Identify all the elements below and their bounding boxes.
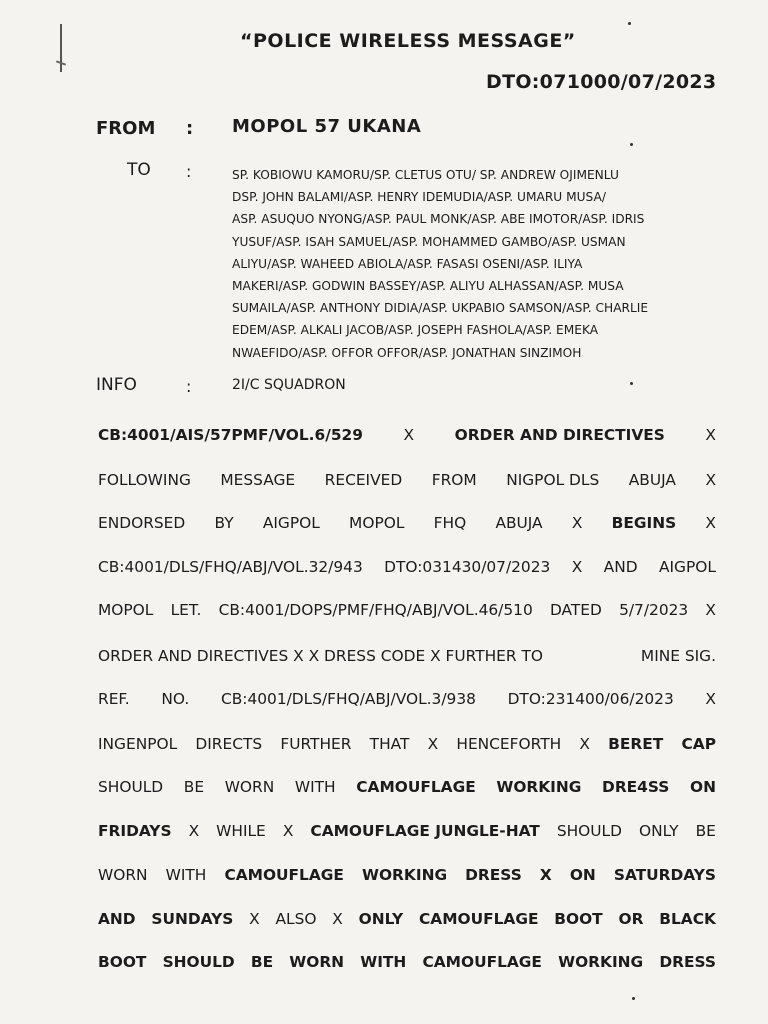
document-title: “POLICE WIRELESS MESSAGE” <box>240 30 576 52</box>
document-dto: DTO:071000/07/2023 <box>486 71 717 93</box>
message-word: ORDER AND DIRECTIVES <box>454 426 665 444</box>
message-word: CAMOUFLAGE <box>356 778 476 796</box>
recipient-line: ASP. ASUQUO NYONG/ASP. PAUL MONK/ASP. ABE IMOTOR/ASP. IDRIS <box>232 212 645 227</box>
message-word: MESSAGE <box>220 471 296 489</box>
message-word: DTO:231400/06/2023 <box>507 690 674 708</box>
message-word: CAMOUFLAGE <box>224 866 344 884</box>
message-line <box>98 558 716 576</box>
from-label: FROM <box>96 118 156 139</box>
recipient-line: ALIYU/ASP. WAHEED ABIOLA/ASP. FASASI OSENI/ASP. ILIYA <box>232 256 583 271</box>
message-line <box>98 514 716 532</box>
message-word: ABUJA <box>628 471 676 489</box>
message-word: FHQ <box>433 514 467 532</box>
message-word: DRESS <box>465 866 522 884</box>
message-word: ONLY <box>639 822 679 840</box>
message-word: DIRECTS <box>195 735 263 753</box>
message-line <box>98 647 716 665</box>
message-word: BERET <box>608 735 664 753</box>
message-word: X <box>249 910 260 928</box>
message-word: WHILE <box>216 822 266 840</box>
speck <box>630 143 633 146</box>
message-word: CAMOUFLAGE <box>418 910 539 928</box>
message-word: CAP <box>681 735 716 753</box>
info-colon: : <box>186 377 192 396</box>
message-word: MOPOL <box>98 601 154 619</box>
speck <box>628 22 631 25</box>
to-label: TO <box>127 160 151 180</box>
message-word: INGENPOL <box>98 735 178 753</box>
message-word: ABUJA <box>495 514 543 532</box>
message-word: THAT <box>369 735 410 753</box>
message-word: CAMOUFLAGE JUNGLE-HAT <box>310 822 540 840</box>
message-word: BE <box>183 778 205 796</box>
message-word: REF. <box>98 690 130 708</box>
message-word: ALSO <box>275 910 317 928</box>
message-word: BY <box>214 514 234 532</box>
message-word: X <box>571 514 583 532</box>
message-word: WORKING <box>558 953 644 971</box>
speck <box>632 997 635 1000</box>
message-word: LET. <box>170 601 202 619</box>
message-word: X <box>705 690 716 708</box>
message-word: SUNDAYS <box>151 910 234 928</box>
message-word: SHOULD <box>98 778 164 796</box>
message-word: WORN <box>224 778 275 796</box>
message-line <box>98 471 716 489</box>
recipient-list <box>232 164 732 364</box>
message-word: RECEIVED <box>324 471 403 489</box>
info-value: 2I/C SQUADRON <box>232 377 346 393</box>
message-line <box>98 910 716 928</box>
message-word: WITH <box>165 866 207 884</box>
recipient-line: DSP. JOHN BALAMI/ASP. HENRY IDEMUDIA/ASP. UMARU MUSA/ <box>232 190 606 205</box>
message-word: SHOULD <box>556 822 622 840</box>
message-word: X <box>403 426 415 444</box>
message-word: FOLLOWING <box>98 471 191 489</box>
message-word: FURTHER <box>280 735 352 753</box>
message-word: WORN <box>98 866 148 884</box>
message-word: AND <box>603 558 638 576</box>
message-word: X <box>332 910 343 928</box>
message-line <box>98 735 716 753</box>
message-word: X <box>579 735 590 753</box>
recipient-line: EDEM/ASP. ALKALI JACOB/ASP. JOSEPH FASHOLA/ASP. EMEKA <box>232 323 599 338</box>
message-line <box>98 953 716 971</box>
recipient-line: SP. KOBIOWU KAMORU/SP. CLETUS OTU/ SP. ANDREW OJIMENLU <box>232 168 619 182</box>
message-word: X <box>571 558 583 576</box>
message-word: BOOT <box>98 953 147 971</box>
message-word: X <box>427 735 439 753</box>
message-word: ONLY <box>358 910 404 928</box>
message-line <box>98 778 716 796</box>
message-word: MINE SIG. <box>640 647 716 665</box>
message-word: X <box>705 601 716 619</box>
message-word: CB:4001/DOPS/PMF/FHQ/ABJ/VOL.46/510 <box>218 601 533 619</box>
message-word: OR <box>618 910 644 928</box>
to-colon: : <box>186 162 192 181</box>
message-word: BE <box>695 822 716 840</box>
message-word: SHOULD <box>162 953 235 971</box>
message-line <box>98 426 716 444</box>
message-word: SATURDAYS <box>613 866 716 884</box>
message-word: CAMOUFLAGE <box>422 953 542 971</box>
message-line <box>98 690 716 708</box>
message-word: BOOT <box>554 910 603 928</box>
message-line <box>98 601 716 619</box>
message-word: HENCEFORTH <box>456 735 562 753</box>
message-word: CB:4001/DLS/FHQ/ABJ/VOL.32/943 <box>98 558 363 576</box>
message-word: DRESS <box>659 953 716 971</box>
message-word: X <box>282 822 294 840</box>
message-word: BEGINS <box>611 514 677 532</box>
message-word: FRIDAYS <box>98 822 172 840</box>
message-word: NIGPOL DLS <box>506 471 600 489</box>
message-word: ON <box>569 866 596 884</box>
message-word: AIGPOL <box>262 514 320 532</box>
message-word: 5/7/2023 <box>619 601 689 619</box>
recipient-line: MAKERI/ASP. GODWIN BASSEY/ASP. ALIYU ALHASSAN/ASP. MUSA <box>232 279 624 294</box>
message-word: AND <box>98 910 136 928</box>
recipient-line: NWAEFIDO/ASP. OFFOR OFFOR/ASP. JONATHAN SINZIMOH <box>232 345 582 360</box>
message-word: WORKING <box>362 866 448 884</box>
message-word: WITH <box>294 778 336 796</box>
message-word: WORKING <box>496 778 582 796</box>
message-word: DATED <box>549 601 602 619</box>
speck <box>630 382 633 385</box>
message-word: AIGPOL <box>658 558 716 576</box>
message-word: CB:4001/DLS/FHQ/ABJ/VOL.3/938 <box>220 690 476 708</box>
message-word: MOPOL <box>349 514 405 532</box>
message-word: ENDORSED <box>98 514 186 532</box>
message-word: ON <box>690 778 716 796</box>
message-word: BE <box>250 953 274 971</box>
message-word: DTO:031430/07/2023 <box>384 558 551 576</box>
recipient-line: YUSUF/ASP. ISAH SAMUEL/ASP. MOHAMMED GAMBO/ASP. USMAN <box>232 234 626 249</box>
message-word: X <box>705 471 716 489</box>
info-label: INFO <box>96 375 137 395</box>
message-word: CB:4001/AIS/57PMF/VOL.6/529 <box>98 426 363 444</box>
message-word: ORDER AND DIRECTIVES X X DRESS CODE X FURTHER TO <box>98 647 543 665</box>
message-word: FROM <box>431 471 477 489</box>
message-line <box>98 866 716 884</box>
message-word: WITH <box>360 953 407 971</box>
message-word: BLACK <box>659 910 716 928</box>
message-word: DRE4SS <box>602 778 670 796</box>
message-word: WORN <box>289 953 345 971</box>
message-word: NO. <box>161 690 190 708</box>
message-line <box>98 822 716 840</box>
message-word: X <box>705 514 716 532</box>
message-word: X <box>705 426 716 444</box>
from-colon: : <box>186 118 194 139</box>
from-value: MOPOL 57 UKANA <box>232 116 422 137</box>
message-word: X <box>539 866 552 884</box>
recipient-line: SUMAILA/ASP. ANTHONY DIDIA/ASP. UKPABIO SAMSON/ASP. CHARLIE <box>232 301 649 316</box>
pen-mark <box>60 24 62 72</box>
message-word: X <box>188 822 200 840</box>
